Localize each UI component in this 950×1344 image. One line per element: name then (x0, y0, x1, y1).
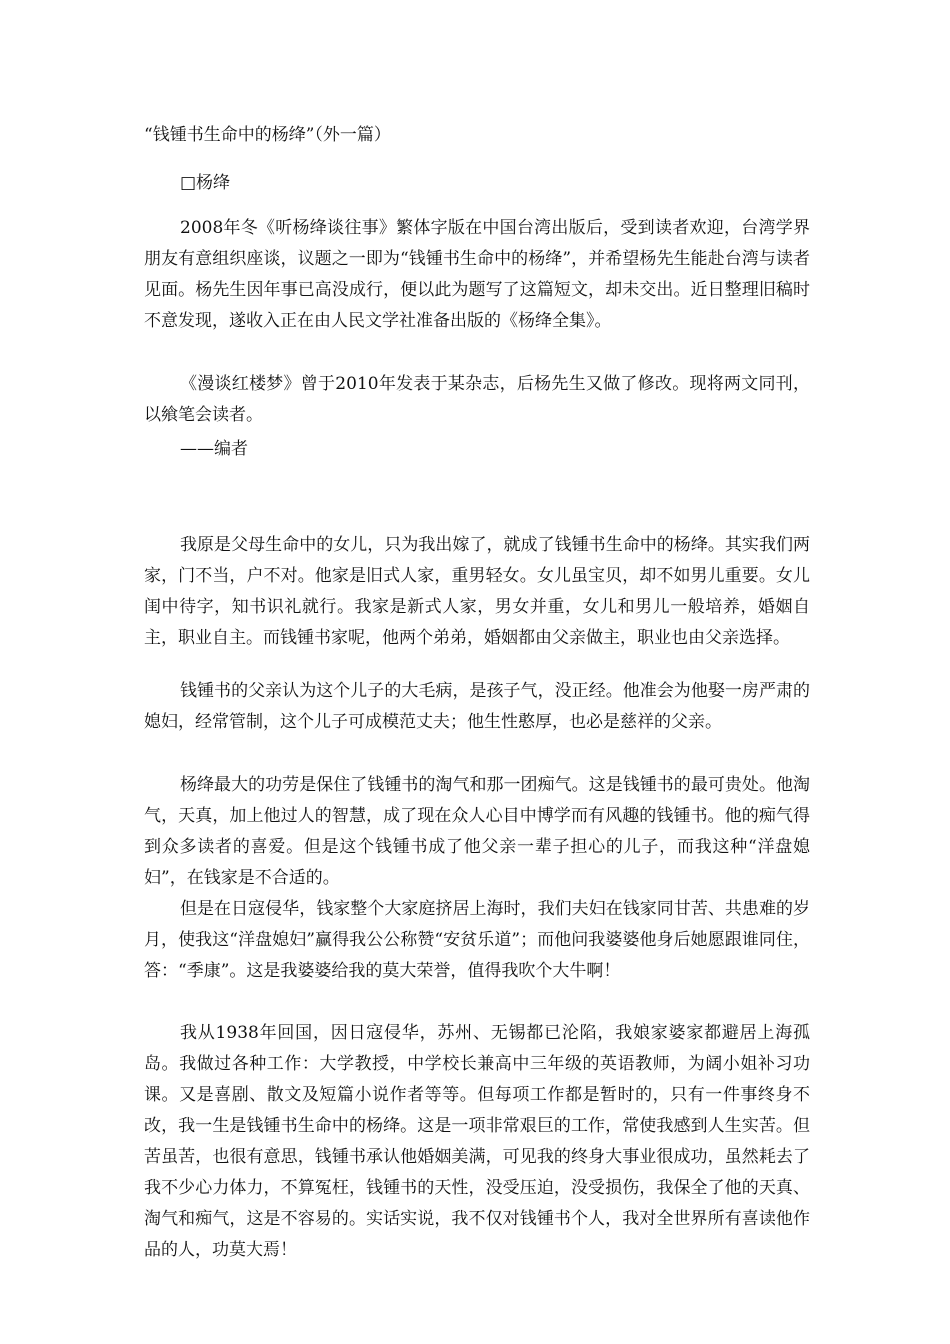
body-paragraph: 我原是父母生命中的女儿，只为我出嫁了，就成了钱锺书生命中的杨绛。其实我们两家，门不当，户不对。他家是旧式人家，重男轻女。女儿虽宝贝，却不如男儿重要。女儿闺中待字，知书识礼就行。我家是新式人家，男女并重，女儿和男儿一般培养，婚姻自主，职业自主。而钱锺书家呢，他两个弟弟，婚姻都由父亲做主，职业也由父亲选择。 (144, 535, 810, 648)
editor-signature: ——编者 (180, 439, 248, 459)
article-byline: □杨绛 (180, 173, 231, 193)
body-paragraph: 杨绛最大的功劳是保住了钱锺书的淘气和那一团痴气。这是钱锺书的最可贵处。他淘气，天真，加上他过人的智慧，成了现在众人心目中博学而有风趣的钱锺书。他的痴气得到众多读者的喜爱。但是这个钱锺书成了他父亲一辈子担心的儿子，而我这种“洋盘媳妇”，在钱家是不合适的。 (144, 775, 810, 888)
body-paragraph: 但是在日寇侵华，钱家整个大家庭挤居上海时，我们夫妇在钱家同甘苦、共患难的岁月，使我这“洋盘媳妇”赢得我公公称赞“安贫乐道”；而他问我婆婆他身后她愿跟谁同住，答：“季康”。这是我婆婆给我的莫大荣誉，值得我吹个大牛啊！ (144, 899, 810, 981)
editor-note-paragraph: 《漫谈红楼梦》曾于2010年发表于某杂志，后杨先生又做了修改。现将两文同刊，以飨笔会读者。 (144, 374, 810, 425)
article-title: “钱锺书生命中的杨绛”（外一篇） (144, 125, 391, 145)
body-paragraph: 钱锺书的父亲认为这个儿子的大毛病，是孩子气，没正经。他准会为他娶一房严肃的媳妇，经常管制，这个儿子可成模范丈夫；他生性憨厚，也必是慈祥的父亲。 (144, 681, 810, 732)
editor-note-paragraph: 2008年冬《听杨绛谈往事》繁体字版在中国台湾出版后，受到读者欢迎，台湾学界朋友有意组织座谈，议题之一即为“钱锺书生命中的杨绛”，并希望杨先生能赴台湾与读者见面。杨先生因年事已高没成行，便以此为题写了这篇短文，却未交出。近日整理旧稿时不意发现，遂收入正在由人民文学社准备出版的《杨绛全集》。 (144, 218, 810, 331)
body-paragraph: 我从1938年回国，因日寇侵华，苏州、无锡都已沦陷，我娘家婆家都避居上海孤岛。我做过各种工作：大学教授，中学校长兼高中三年级的英语教师，为阔小姐补习功课。又是喜剧、散文及短篇小说作者等等。但每项工作都是暂时的，只有一件事终身不改，我一生是钱锺书生命中的杨绛。这是一项非常艰巨的工作，常使我感到人生实苦。但苦虽苦，也很有意思，钱锺书承认他婚姻美满，可见我的终身大事业很成功，虽然耗去了我不少心力体力，不算冤枉，钱锺书的天性，没受压迫，没受损伤，我保全了他的天真、淘气和痴气，这是不容易的。实话实说，我不仅对钱锺书个人，我对全世界所有喜读他作品的人，功莫大焉！ (144, 1023, 810, 1260)
